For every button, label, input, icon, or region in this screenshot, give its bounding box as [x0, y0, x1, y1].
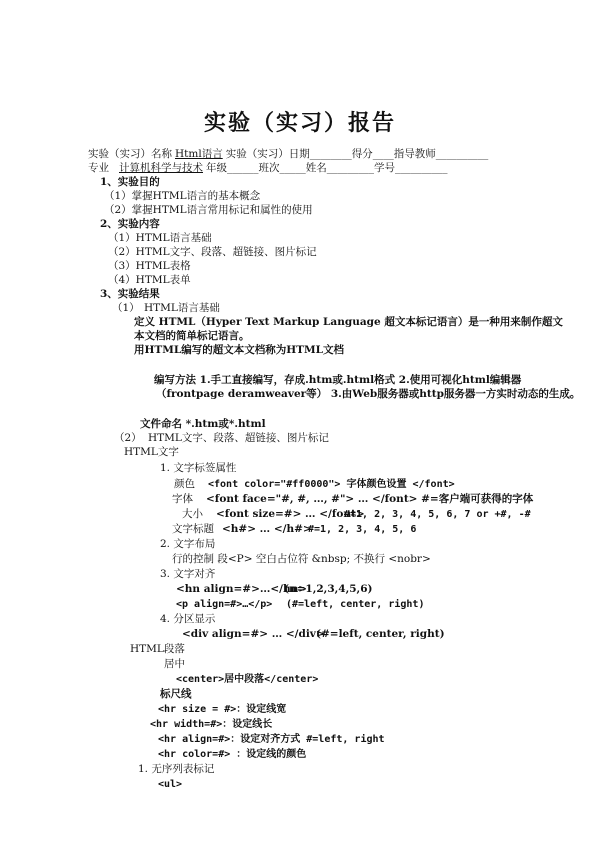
experiment-date-blank: ________	[309, 148, 352, 160]
score-label: 得分	[351, 148, 373, 160]
result-2-title: HTML文字、段落、超链接、图片标记	[148, 432, 329, 444]
section-2-heading: 2、实验内容	[100, 218, 160, 230]
heading-code: <h#> … </h#>	[222, 523, 312, 535]
html-text-heading: HTML文字	[124, 446, 179, 458]
hr-align: <hr align=#>：设定对齐方式 #=left, right	[158, 734, 385, 745]
student-blank: _________	[326, 162, 374, 174]
teacher-label: 指导教师	[393, 148, 436, 160]
section-2-item: （2）HTML文字、段落、超链接、图片标记	[108, 246, 317, 258]
section-2-item: （4）HTML表单	[108, 274, 191, 286]
html-paragraph-heading: HTML段落	[130, 643, 185, 655]
experiment-name-value: Html语言	[175, 148, 223, 160]
method-line-2: （frontpage deramweaver等） 3.由Web服务器或http服务器一方实时动态的生成。	[156, 388, 581, 400]
heading-label: 文字标题	[172, 523, 214, 535]
class-label: 班次	[258, 162, 280, 174]
center-label: 居中	[164, 658, 185, 670]
result-2-label: （2）	[114, 432, 142, 444]
hr-size: <hr size = #>：设定线宽	[158, 704, 287, 715]
ul-code: <ul>	[158, 779, 183, 790]
size-code: <font size=#> … </font>	[216, 508, 365, 520]
face-label: 字体	[172, 493, 193, 505]
color-code: <font color="#ff0000"> 字体颜色设置 </font>	[208, 479, 455, 490]
definition-line-2: 本文档的简单标记语言。	[134, 330, 250, 342]
text-layout-heading: 2. 文字布局	[160, 538, 216, 550]
info-row-1	[88, 148, 488, 161]
hr-width: <hr width=#>：设定线长	[150, 719, 273, 730]
definition-line-3: 用HTML编写的超文本文档称为HTML文档	[134, 344, 344, 356]
hr-color: <hr color=#> ：设定线的颜色	[158, 749, 307, 760]
heading-values: #=1, 2, 3, 4, 5, 6	[308, 524, 417, 535]
section-1-item: （2）掌握HTML语言常用标记和属性的使用	[104, 204, 313, 216]
section-2-item: （3）HTML表格	[108, 260, 191, 272]
grade-label: 年级	[206, 162, 227, 174]
major-value: 计算机科学与技术	[119, 162, 203, 174]
face-code: <font face="#, #, …, #"> … </font> #=客户端可获得的字体	[206, 493, 534, 505]
text-align-heading: 3. 文字对齐	[160, 568, 216, 580]
div-values: (#=left, center, right)	[316, 628, 445, 640]
unordered-list-heading: 1. 无序列表标记	[138, 763, 215, 775]
definition-line-1: 定义 HTML（Hyper Text Markup Language 超文本标记语言）是一种用来制作超文	[134, 316, 563, 328]
align-p-values: (#=left, center, right)	[286, 599, 425, 610]
size-values: #=1, 2, 3, 4, 5, 6, 7 or +#, -#	[344, 509, 531, 520]
student-id-label: 学号	[374, 162, 395, 174]
class-blank: _____	[279, 162, 306, 174]
text-attr-heading: 1. 文字标签属性	[160, 462, 237, 474]
div-code: <div align=#> … </div>	[182, 628, 325, 640]
student-id-blank: __________	[395, 162, 448, 174]
text-layout-line: 行的控制 段<P> 空白占位符 &nbsp; 不换行 <nobr>	[172, 553, 431, 565]
center-code: <center>居中段落</center>	[176, 674, 319, 685]
student-label: 姓名	[305, 162, 327, 174]
grade-blank: ______	[227, 162, 259, 174]
align-hn-code: <hn align=#>…</hn>	[176, 583, 308, 595]
report-title: 实验（实习）报告	[203, 110, 396, 136]
result-1-label: （1）	[112, 302, 140, 314]
score-blank: ____	[372, 148, 394, 160]
major-label: 专业	[88, 162, 109, 174]
size-label: 大小	[182, 508, 203, 520]
section-2-item: （1）HTML语言基础	[108, 232, 212, 244]
section-1-heading: 1、实验目的	[100, 176, 160, 188]
experiment-name-label: 实验（实习）名称	[88, 148, 172, 160]
method-line-1: 编写方法 1.手工直接编写，存成.htm或.html格式 2.使用可视化html编辑器	[154, 374, 522, 386]
hr-heading: 标尺线	[160, 688, 192, 700]
result-1-title: HTML语言基础	[144, 302, 220, 314]
align-p-code: <p align=#>…</p>	[176, 599, 273, 610]
section-3-heading: 3、实验结果	[100, 288, 160, 300]
color-label: 颜色	[174, 478, 195, 490]
div-heading: 4. 分区显示	[160, 613, 216, 625]
experiment-date-label: 实验（实习）日期	[225, 148, 310, 160]
section-1-item: （1）掌握HTML语言的基本概念	[104, 190, 261, 202]
file-naming: 文件命名 *.htm或*.html	[140, 418, 266, 430]
info-row-2	[88, 162, 448, 175]
teacher-blank: __________	[435, 148, 489, 160]
align-hn-values: (n=1,2,3,4,5,6)	[284, 583, 373, 595]
